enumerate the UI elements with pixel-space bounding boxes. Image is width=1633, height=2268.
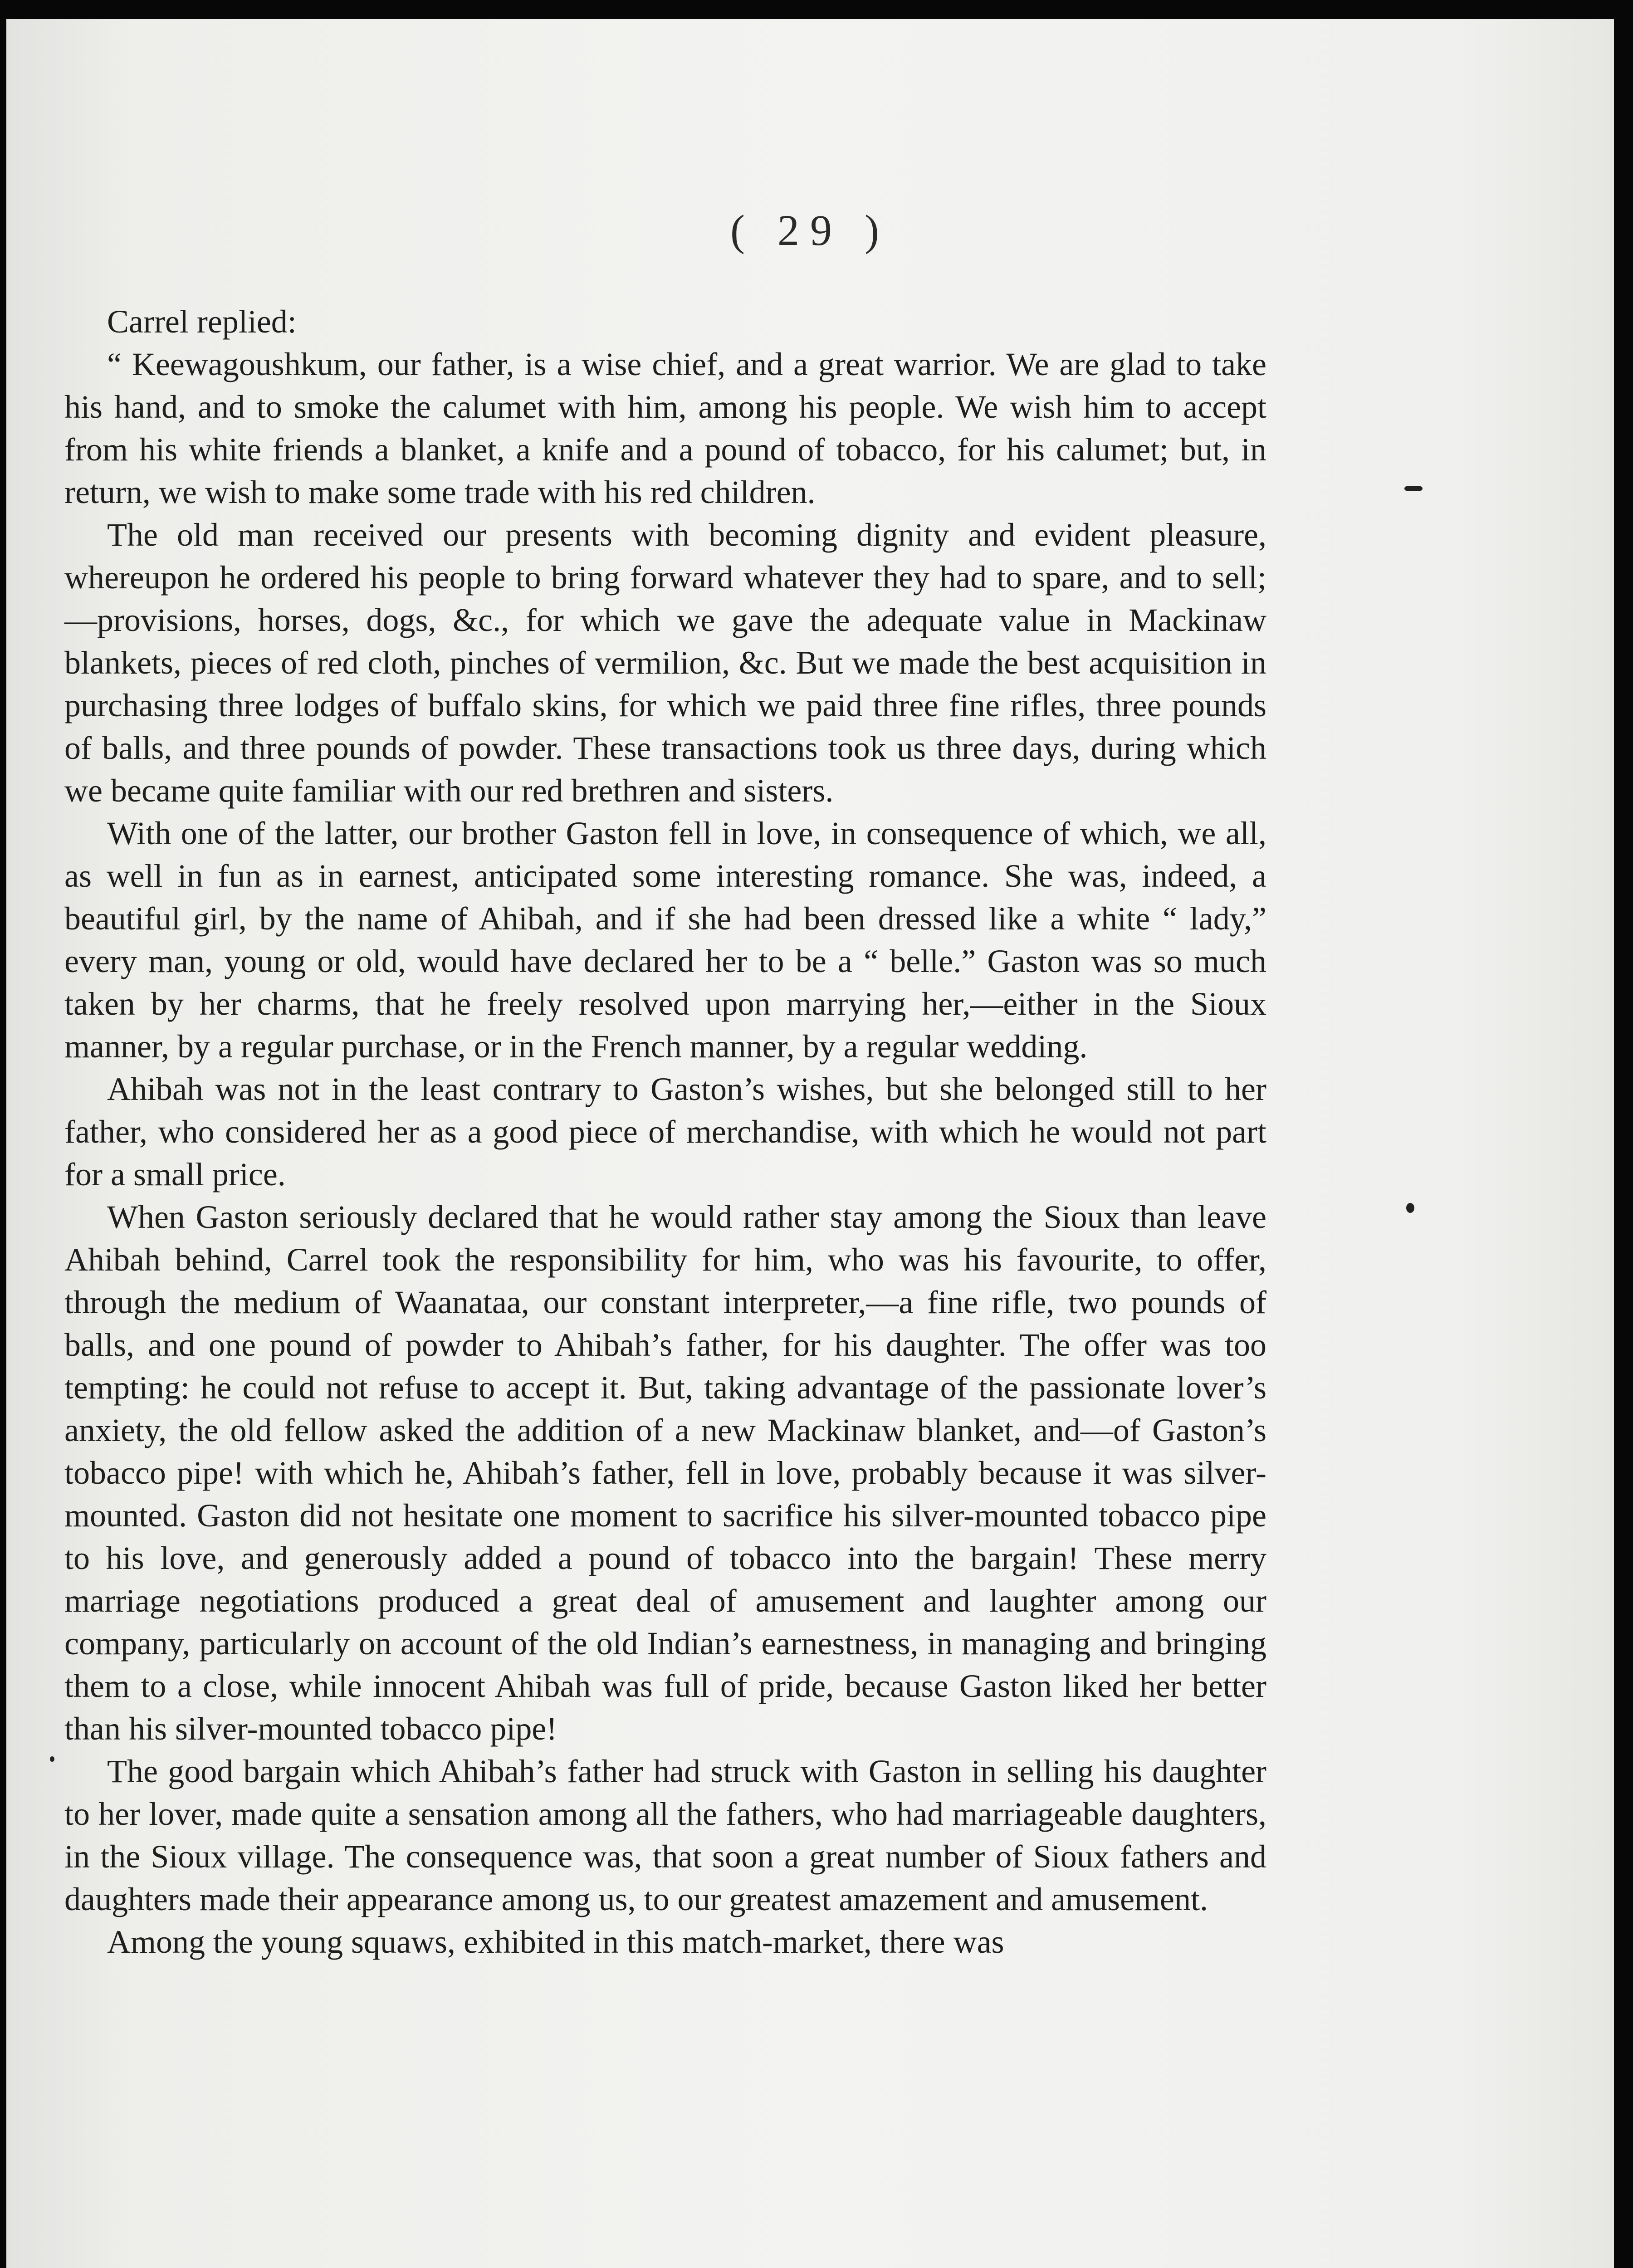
page-number: ( 29 ) <box>730 206 890 254</box>
ink-speck <box>1404 486 1423 491</box>
paragraph-carrel-replied: Carrel replied: <box>107 303 297 340</box>
book-page <box>6 19 1614 2268</box>
paragraph-good-bargain: The good bargain which Ahibah’s father had struck with Gaston in selling his daughter to her lover, made quite a sensation among all the fathers, who had marriageable daughters, in the Sioux village. The consequence was, that soon a great number of Sioux fathers and daughters made their appearance among us, to our greatest amazement and amusement. <box>64 1753 1266 1917</box>
paragraph-gaston-love: With one of the latter, our brother Gaston fell in love, in consequence of which, we all, as well in fun as in earnest, anticipated some interesting romance. She was, indeed, a beautiful girl, by the name of Ahibah, and if she had been dressed like a white “ lady,” every man, young or old, would have declared her to be a “ belle.” Gaston was so much taken by her charms, that he freely resolved upon marrying her,—either in the Sioux manner, by a regular purchase, or in the French manner, by a regular wedding. <box>64 815 1266 1065</box>
body-text <box>64 300 1266 1963</box>
paragraph-negotiation: When Gaston seriously declared that he would rather stay among the Sioux than leave Ahibah behind, Carrel took the responsibility for him, who was his favourite, to offer, through the medium of Waanataa, our constant interpreter,—a fine rifle, two pounds of balls, and one pound of powder to Ahibah’s father, for his daughter. The offer was too tempting: he could not refuse to accept it. But, taking advantage of the passionate lover’s anxiety, the old fellow asked the addition of a new Mackinaw blanket, and—of Gaston’s tobacco pipe! with which he, Ahibah’s father, fell in love, probably because it was silver-mounted. Gaston did not hesitate one moment to sacrifice his silver-mounted tobacco pipe to his love, and generously added a pound of tobacco into the bargain! These merry marriage negotiations produced a great deal of amusement and laughter among our company, particularly on account of the old Indian’s earnestness, in managing and bringing them to a close, while innocent Ahibah was full of pride, because Gaston liked her better than his silver-mounted tobacco pipe! <box>64 1199 1266 1747</box>
paragraph-carrel-speech: “ Keewagoushkum, our father, is a wise chief, and a great warrior. We are glad to take his hand, and to smoke the calumet with him, among his people. We wish him to accept from his white friends a blanket, a knife and a pound of tobacco, for his calumet; but, in return, we wish to make some trade with his red children. <box>64 346 1266 510</box>
ink-speck <box>1406 1203 1414 1213</box>
paragraph-young-squaws: Among the young squaws, exhibited in this match-market, there was <box>107 1924 1004 1960</box>
paragraph-presents: The old man received our presents with becoming dignity and evident pleasure, whereupon he ordered his people to bring forward whatever they had to spare, and to sell;—provisions, horses, dogs, &c., for which we gave the adequate value in Mackinaw blankets, pieces of red cloth, pinches of vermilion, &c. But we made the best acquisition in purchasing three lodges of buffalo skins, for which we paid three fine rifles, three pounds of balls, and three pounds of powder. These transactions took us three days, during which we became quite familiar with our red brethren and sisters. <box>64 517 1266 809</box>
ink-speck <box>50 1756 54 1762</box>
paragraph-ahibah-father: Ahibah was not in the least contrary to Gaston’s wishes, but she belonged still to her father, who considered her as a good piece of merchandise, with which he would not part for a small price. <box>64 1071 1266 1193</box>
